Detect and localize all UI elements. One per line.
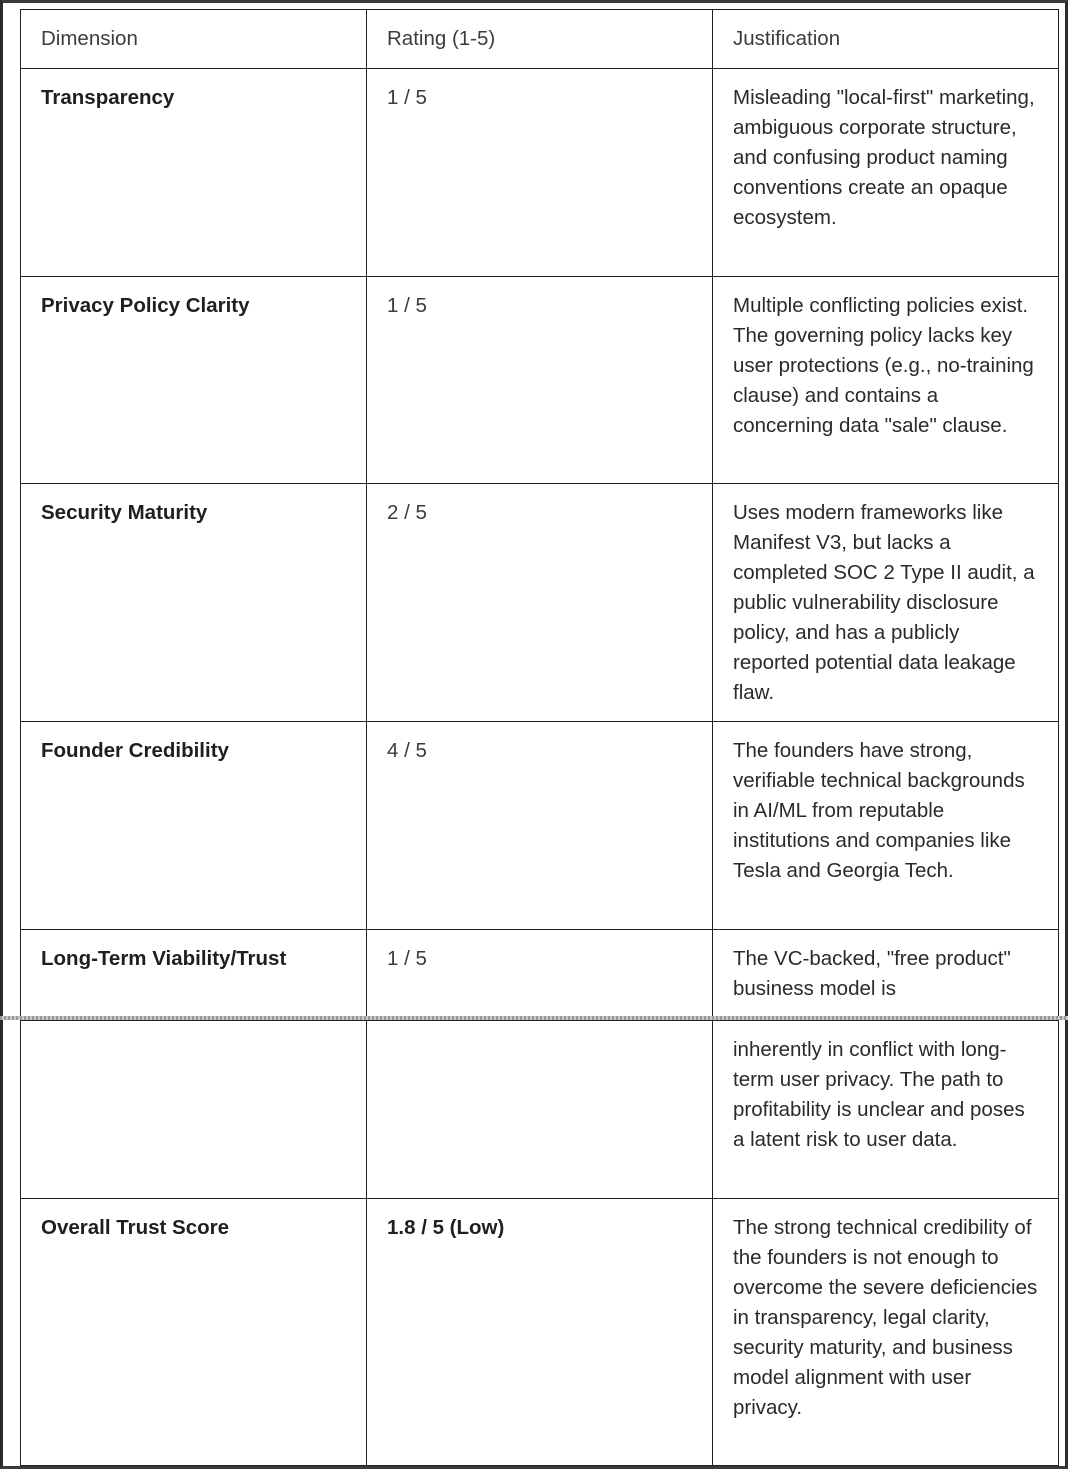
table-row [21, 722, 1059, 930]
trust-score-table [20, 9, 1059, 1018]
header-rating: Rating (1-5) [367, 10, 713, 69]
header-justification: Justification [713, 10, 1059, 69]
table-row [21, 1199, 1059, 1466]
dimension-cell: Overall Trust Score [21, 1199, 367, 1466]
justification-cell: The strong technical credibility of the founders is not enough to overcome the severe deficiencies in transparency, legal clarity, security maturity, and business model alignment with user privacy. [713, 1199, 1059, 1466]
justification-cell: The founders have strong, verifiable technical backgrounds in AI/ML from reputable institutions and companies like Tesla and Georgia Tech. [713, 722, 1059, 930]
dimension-cell-empty [21, 1021, 367, 1199]
trust-score-table-continued [20, 1020, 1059, 1466]
dimension-cell: Transparency [21, 69, 367, 277]
rating-cell: 1 / 5 [367, 69, 713, 277]
rating-cell: 1 / 5 [367, 930, 713, 1018]
rating-cell: 1 / 5 [367, 277, 713, 484]
dimension-cell: Privacy Policy Clarity [21, 277, 367, 484]
justification-cell: Misleading "local-first" marketing, ambiguous corporate structure, and confusing product naming conventions create an opaque ecosystem. [713, 69, 1059, 277]
table-header-row [21, 10, 1059, 69]
table-row [21, 277, 1059, 484]
justification-cell: The VC-backed, "free product" business model is [713, 930, 1059, 1018]
dimension-cell: Founder Credibility [21, 722, 367, 930]
table-row [21, 69, 1059, 277]
table-row [21, 484, 1059, 722]
dimension-cell: Long-Term Viability/Trust [21, 930, 367, 1018]
rating-cell: 1.8 / 5 (Low) [367, 1199, 713, 1466]
rating-cell-empty [367, 1021, 713, 1199]
justification-cell: Multiple conflicting policies exist. The governing policy lacks key user protections (e.g., no-training clause) and contains a concerning data "sale" clause. [713, 277, 1059, 484]
justification-cell: inherently in conflict with long-term user privacy. The path to profitability is unclear and poses a latent risk to user data. [713, 1021, 1059, 1199]
header-dimension: Dimension [21, 10, 367, 69]
justification-cell: Uses modern frameworks like Manifest V3, but lacks a completed SOC 2 Type II audit, a public vulnerability disclosure policy, and has a publicly reported potential data leakage flaw. [713, 484, 1059, 722]
table-row [21, 930, 1059, 1018]
rating-cell: 2 / 5 [367, 484, 713, 722]
table-row [21, 1021, 1059, 1199]
rating-cell: 4 / 5 [367, 722, 713, 930]
dimension-cell: Security Maturity [21, 484, 367, 722]
